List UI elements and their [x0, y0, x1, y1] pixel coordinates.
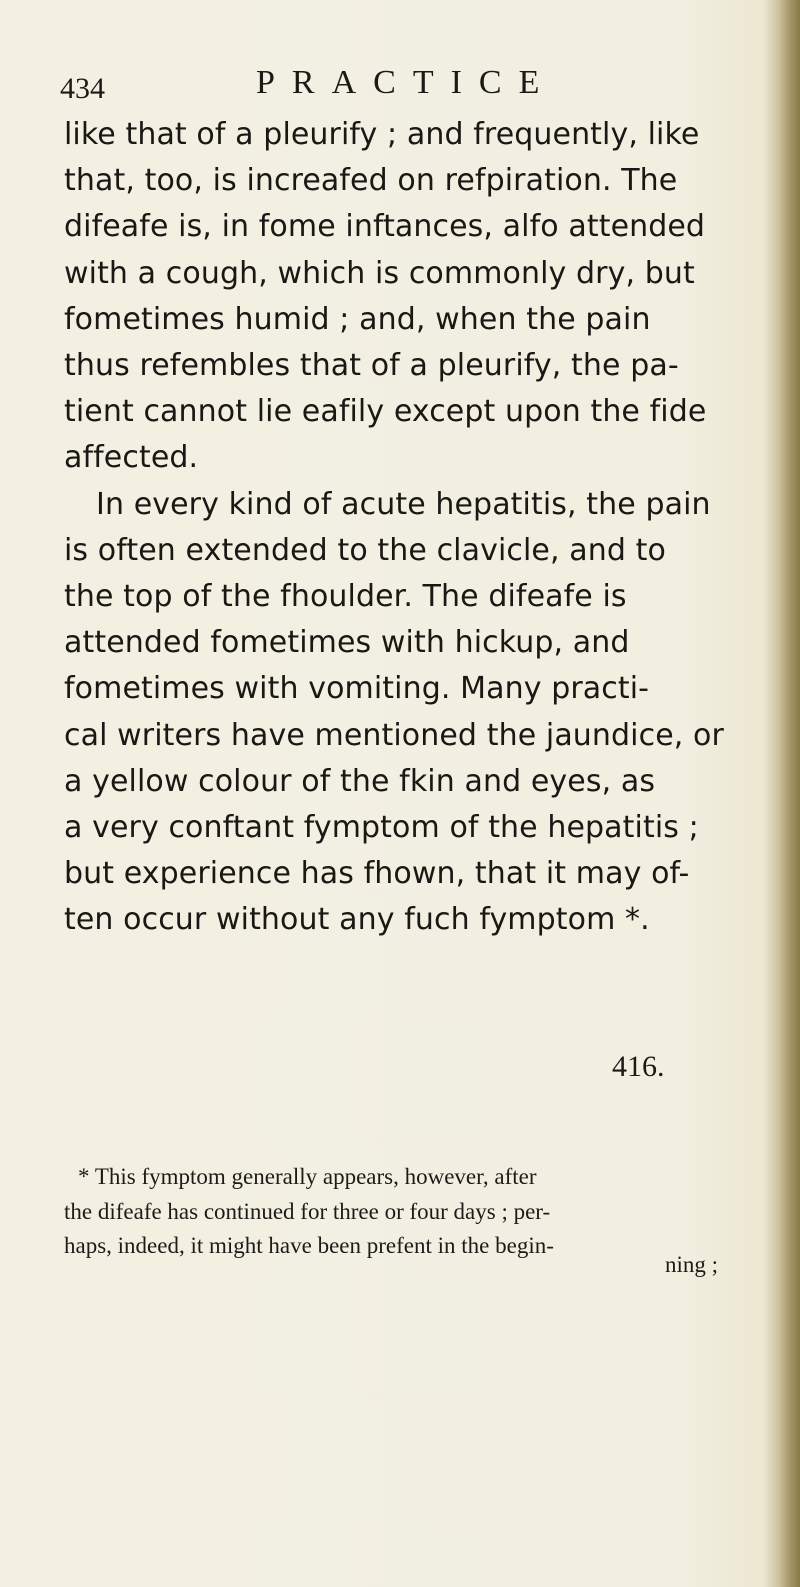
body-line: like that of a pleurify ; and frequently, like: [64, 117, 700, 152]
footnote-line: haps, indeed, it might have been prefent in the begin-: [64, 1233, 554, 1258]
body-line: a very conftant fymptom of the hepatitis ;: [64, 810, 699, 846]
catchword: 416.: [612, 1050, 665, 1083]
body-line: is often extended to the clavicle, and to: [64, 532, 666, 568]
page-edge-shadow: [764, 0, 800, 1587]
footnote-catchword: ning ;: [665, 1252, 719, 1277]
page-header: [60, 58, 740, 108]
body-line: fometimes humid ; and, when the pain: [64, 301, 651, 337]
body-line: tient cannot lie eafily except upon the fide: [64, 394, 707, 430]
page-number: 434: [60, 72, 105, 105]
body-line: fometimes with vomiting. Many practi-: [64, 671, 650, 707]
body-line: attended fometimes with hickup, and: [64, 625, 630, 661]
body-line: affected.: [64, 440, 199, 476]
body-line: cal writers have mentioned the jaundice, or: [64, 717, 724, 753]
body-line: a yellow colour of the fkin and eyes, as: [64, 763, 656, 799]
body-text: [64, 112, 740, 944]
footnote: [64, 1160, 740, 1264]
running-head: PRACTICE: [256, 64, 557, 101]
body-line: thus refembles that of a pleurify, the pa-: [64, 348, 679, 384]
body-line: that, too, is increafed on refpiration. The: [64, 163, 678, 199]
body-line: with a cough, which is commonly dry, but: [64, 255, 695, 291]
body-line: but experience has fhown, that it may of-: [64, 856, 690, 892]
body-line: In every kind of acute hepatitis, the pain: [96, 486, 711, 522]
body-line: the top of the fhoulder. The difeafe is: [64, 579, 627, 615]
footnote-line: * This fymptom generally appears, however, after: [78, 1164, 537, 1189]
footnote-line: the difeafe has continued for three or four days ; per-: [64, 1198, 551, 1224]
body-line: ten occur without any fuch fymptom *.: [64, 902, 650, 938]
body-line: difeafe is, in fome inftances, alfo attended: [64, 209, 706, 245]
